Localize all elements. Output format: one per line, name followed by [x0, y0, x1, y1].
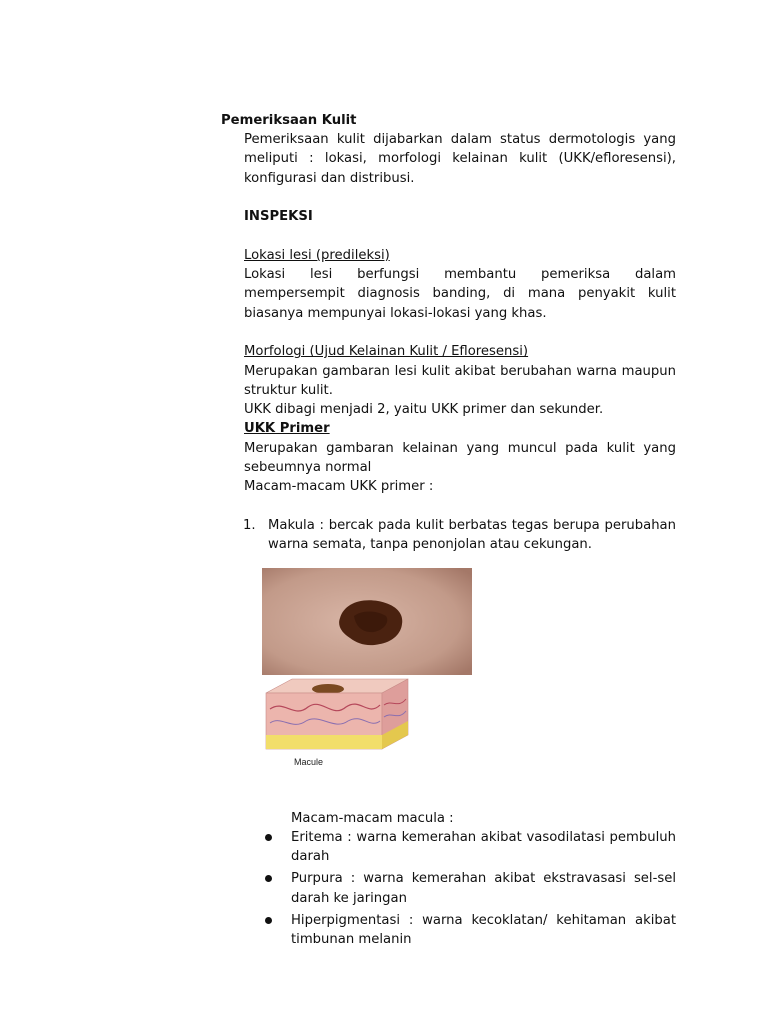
bullet-item	[244, 911, 676, 950]
lokasi-heading: Lokasi lesi (predileksi)	[244, 247, 390, 263]
macula-list	[291, 809, 676, 950]
morfologi-paragraph: Merupakan gambaran lesi kulit akibat berubahan warna maupun struktur kulit.	[244, 363, 676, 398]
section-heading: Pemeriksaan Kulit	[221, 113, 357, 128]
macule-skin-diagram	[264, 675, 424, 771]
list-item-text: Makula : bercak pada kulit berbatas tegas berupa perubahan warna semata, tanpa penonjolan atau cekungan.	[268, 517, 676, 553]
lokasi-paragraph: Lokasi lesi berfungsi membantu pemeriksa dalam mempersempit diagnosis banding, di mana penyakit kulit biasanya mempunyai lokasi-lokasi yang khas.	[244, 267, 676, 321]
bullet-icon	[265, 875, 272, 882]
macula-list-intro: Macam-macam macula :	[291, 810, 454, 826]
morfologi-heading: Morfologi (Ujud Kelainan Kulit / Efloresensi)	[244, 344, 529, 360]
ukk-primer-heading: UKK Primer	[244, 421, 330, 437]
bullet-item	[244, 869, 676, 908]
morfologi-paragraph-2: UKK dibagi menjadi 2, yaitu UKK primer dan sekunder.	[244, 402, 604, 418]
macula-bullets	[244, 828, 676, 950]
bullet-text: Eritema : warna kemerahan akibat vasodilatasi pembuluh darah	[291, 829, 676, 865]
bullet-item	[244, 828, 676, 867]
figure-area	[262, 555, 676, 803]
bullet-text: Hiperpigmentasi : warna kecoklatan/ kehitaman akibat timbunan melanin	[291, 913, 676, 948]
macule-photo	[262, 568, 472, 675]
bullet-text: Purpura : warna kemerahan akibat ekstravasasi sel-sel darah ke jaringan	[291, 871, 676, 906]
intro-paragraph: Pemeriksaan kulit dijabarkan dalam status dermotologis yang meliputi : lokasi, morfologi kelainan kulit (UKK/efloresensi), konfigurasi dan distribusi.	[244, 132, 676, 186]
bullet-icon	[265, 917, 272, 924]
document-body	[244, 130, 676, 950]
list-number: 1.	[243, 517, 256, 533]
ukk-primer-paragraph: Merupakan gambaran kelainan yang muncul pada kulit yang sebeumnya normal	[244, 440, 676, 476]
inspeksi-heading: INSPEKSI	[244, 209, 313, 225]
ukk-primer-list-intro: Macam-macam UKK primer :	[244, 479, 434, 495]
diagram-label: Macule	[294, 756, 324, 767]
bullet-icon	[265, 834, 272, 841]
numbered-list-item	[221, 516, 676, 555]
